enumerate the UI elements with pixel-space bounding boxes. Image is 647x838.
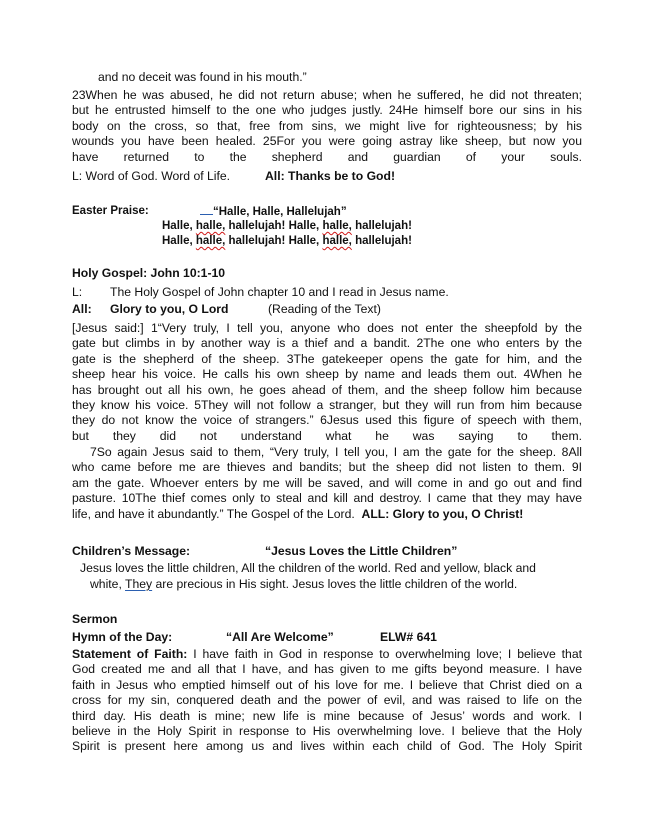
- gospel-last-line: life, and have it abundantly.” The Gospel of the Lord. ALL: Glory to you, O Christ!: [72, 506, 524, 521]
- hyperlink-marker: [200, 204, 213, 215]
- faith-line: cross for my sin, conquered death and the power of evil, and was raised to life on the: [72, 693, 582, 708]
- psalm-end-line: and no deceit was found in his mouth.”: [98, 70, 307, 84]
- statement-of-faith: [72, 647, 582, 755]
- gospel-line: who came before me are thieves and bandits; but the sheep did not listen to them. 9I: [72, 460, 582, 475]
- gospel-line: am the gate. Whoever enters by me will be saved, and will come in and go out and find: [72, 475, 582, 490]
- faith-line: faith in Jesus who emptied himself out of his love for me. I believe that Christ died on a: [72, 677, 582, 692]
- children-song-line: Jesus loves the little children, All the children of the world. Red and yellow, black and: [80, 561, 536, 575]
- word-response-leader: L: Word of God. Word of Life.: [72, 169, 231, 183]
- faith-line: believe in the Holy Spirit in response to His overwhelming love. I believe that the Holy: [72, 724, 582, 739]
- gospel-paragraph-1: [72, 321, 582, 444]
- hymn-label: Hymn of the Day:: [72, 630, 173, 644]
- reading-line: wounds you have been healed. 25For you were going astray like sheep, but now you: [72, 134, 582, 149]
- faith-line: third day. His death is mine; new life is mine because of Jesus’ words and work. I: [72, 708, 582, 723]
- children-message-label: Children’s Message:: [72, 544, 191, 558]
- gospel-line: [Jesus said:] 1“Very truly, I tell you, anyone who does not enter the sheepfold by the: [72, 321, 582, 335]
- easter-praise-refrain-line: Halle, halle, hallelujah! Halle, halle, hallelujah!: [162, 235, 412, 247]
- children-message-title: “Jesus Loves the Little Children”: [265, 544, 458, 558]
- reading-block: [72, 88, 582, 165]
- faith-line: God created me and all that I have, and has given to me gifts beyond measure. I have: [72, 662, 582, 677]
- easter-praise-refrain-line: Halle, halle, hallelujah! Halle, halle, hallelujah!: [162, 220, 412, 232]
- faith-line: Spirit is present here among us and lives within each child of God. The Holy Spirit: [72, 739, 582, 754]
- reading-line: body on the cross, so that, free from sins, we might live for righteousness; by his: [72, 118, 582, 133]
- word-response-all: All: Thanks be to God!: [265, 169, 395, 183]
- gospel-leader-text: The Holy Gospel of John chapter 10 and I read in Jesus name.: [110, 285, 449, 299]
- gospel-closing-response: ALL: Glory to you, O Christ!: [361, 506, 524, 521]
- gospel-line: pasture. 10The thief comes only to steal and kill and destroy. I came that they may have: [72, 491, 582, 506]
- hymn-number: ELW# 641: [380, 630, 437, 644]
- gospel-paragraph-2: [72, 445, 582, 522]
- gospel-all-response: Glory to you, O Lord: [110, 302, 229, 316]
- gospel-reading-note: (Reading of the Text): [268, 302, 381, 316]
- gospel-heading: Holy Gospel: John 10:1-10: [72, 266, 226, 280]
- gospel-leader-label: L:: [72, 285, 83, 299]
- sermon-heading: Sermon: [72, 612, 118, 626]
- gospel-line: they know his voice. 5They will not follow a stranger, but they will run from him because: [72, 398, 582, 413]
- reading-line: but he entrusted himself to the one who judges justly. 24He himself bore our sins in his: [72, 103, 582, 118]
- gospel-line: 7So again Jesus said to them, “Very truly, I tell you, I am the gate for the sheep. 8All: [90, 445, 582, 459]
- gospel-line: gate but climbs in by another way is a thief and a bandit. 2The one who enters by the: [72, 336, 582, 351]
- easter-praise-title: “Halle, Halle, Hallelujah”: [200, 204, 347, 220]
- hymn-title: “All Are Welcome”: [226, 630, 334, 644]
- reading-line: 23When he was abused, he did not return abuse; when he suffered, he did not threaten;: [72, 88, 582, 102]
- gospel-line: gate is the shepherd of the sheep. 3The gatekeeper opens the gate for him, and the: [72, 351, 582, 366]
- gospel-line: they do not know the voice of strangers.” 6Jesus used this figure of speech with them,: [72, 413, 582, 428]
- reading-line: have returned to the shepherd and guardian of your souls.: [72, 149, 582, 164]
- gospel-all-label: All:: [72, 302, 92, 316]
- easter-praise-label: Easter Praise:: [72, 205, 149, 217]
- faith-label: Statement of Faith:: [72, 647, 188, 661]
- children-song-line: white, They are precious in His sight. Jesus loves the little children of the world.: [90, 577, 518, 591]
- gospel-line: sheep hear his voice. He calls his own sheep by name and leads them out. 4When he: [72, 367, 582, 382]
- gospel-line: but they did not understand what he was saying to them.: [72, 428, 582, 443]
- faith-line: Statement of Faith: I have faith in God in response to overwhelming love; I believe that: [72, 647, 583, 661]
- gospel-line: has brought out all his own, he goes ahead of them, and the sheep follow him because: [72, 382, 582, 397]
